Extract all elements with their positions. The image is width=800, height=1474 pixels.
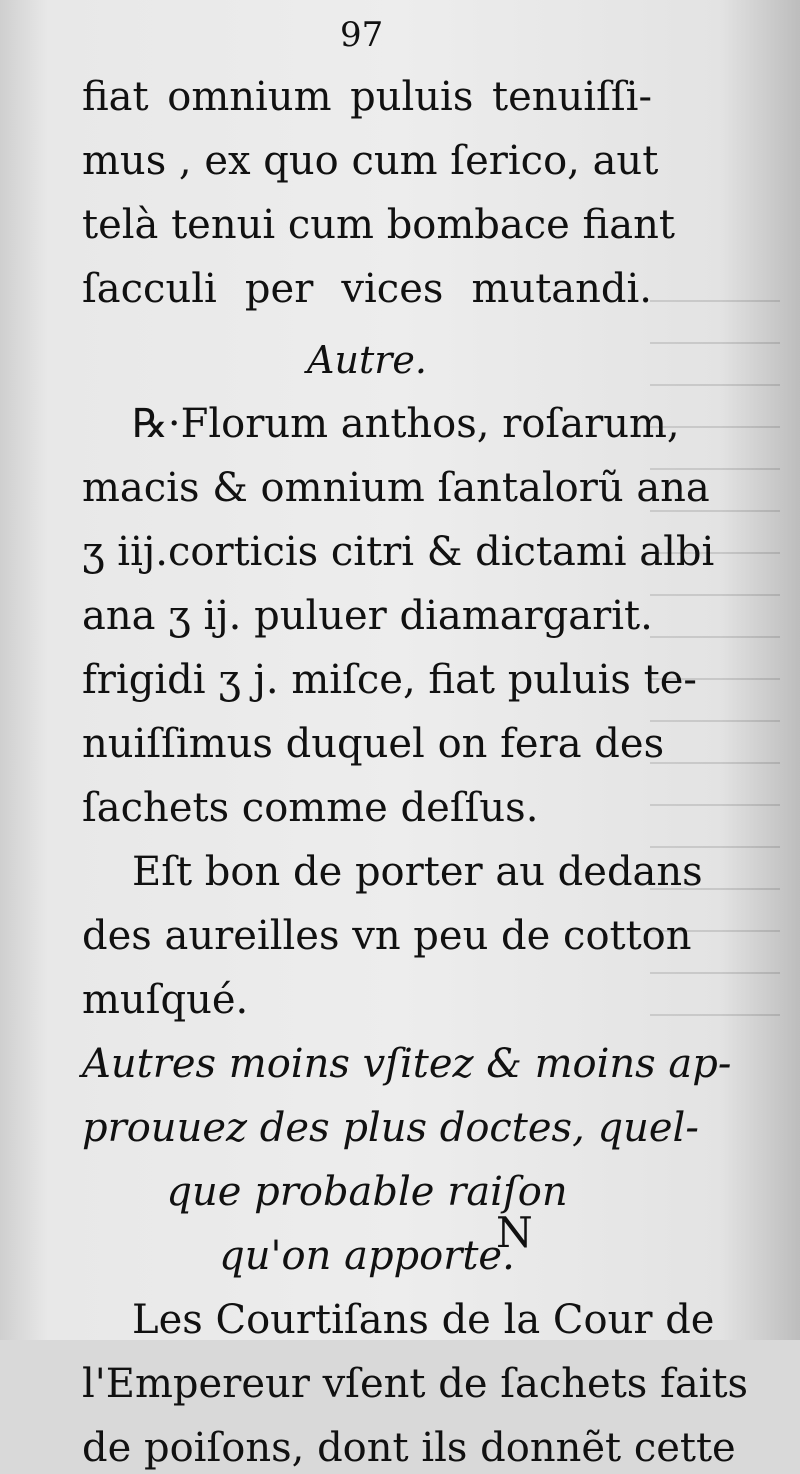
text-line: Les Courtiſans de la Cour de bbox=[132, 1297, 715, 1343]
page-number: 97 bbox=[340, 15, 384, 55]
text-line: Eſt bon de porter au dedans bbox=[132, 849, 703, 895]
section-heading: Autre. bbox=[307, 338, 427, 382]
text-line: ʒ iij.corticis citri & dictami albi bbox=[82, 529, 715, 575]
text-line: mus , ex quo cum ſerico, aut bbox=[82, 138, 659, 184]
text-line: muſqué. bbox=[82, 977, 249, 1023]
text-line: ℞·Florum anthos, roſarum, bbox=[132, 401, 680, 447]
text-line: fiat omnium puluis tenuiſſi- bbox=[82, 74, 652, 120]
italic-heading-line: Autres moins vſitez & moins ap- bbox=[82, 1041, 732, 1087]
text-line: l'Empereur vſent de ſachets faits bbox=[82, 1361, 749, 1407]
italic-heading-line: prouuez des plus doctes, quel- bbox=[82, 1105, 699, 1151]
text-line: ſachets comme deſſus. bbox=[82, 785, 539, 831]
text-line: de poiſons, dont ils donnẽt cette bbox=[82, 1425, 736, 1471]
text-line: ana ʒ ij. puluer diamargarit. bbox=[82, 593, 653, 639]
text-line: ſacculi per vices mutandi. bbox=[82, 266, 652, 312]
printer-signature: N bbox=[496, 1208, 533, 1257]
text-line: frigidi ʒ j. miſce, fiat puluis te- bbox=[82, 657, 697, 703]
text-line: des aureilles vn peu de cotton bbox=[82, 913, 692, 959]
text-line: nuiſſimus duquel on fera des bbox=[82, 721, 665, 767]
text-line: macis & omnium ſantalorũ ana bbox=[82, 465, 710, 511]
text-line: telà tenui cum bombace fiant bbox=[82, 202, 675, 248]
page-text bbox=[82, 72, 749, 1474]
italic-heading-line: que probable raiſon bbox=[166, 1169, 568, 1215]
italic-heading-line: qu'on apporte. bbox=[219, 1233, 515, 1279]
